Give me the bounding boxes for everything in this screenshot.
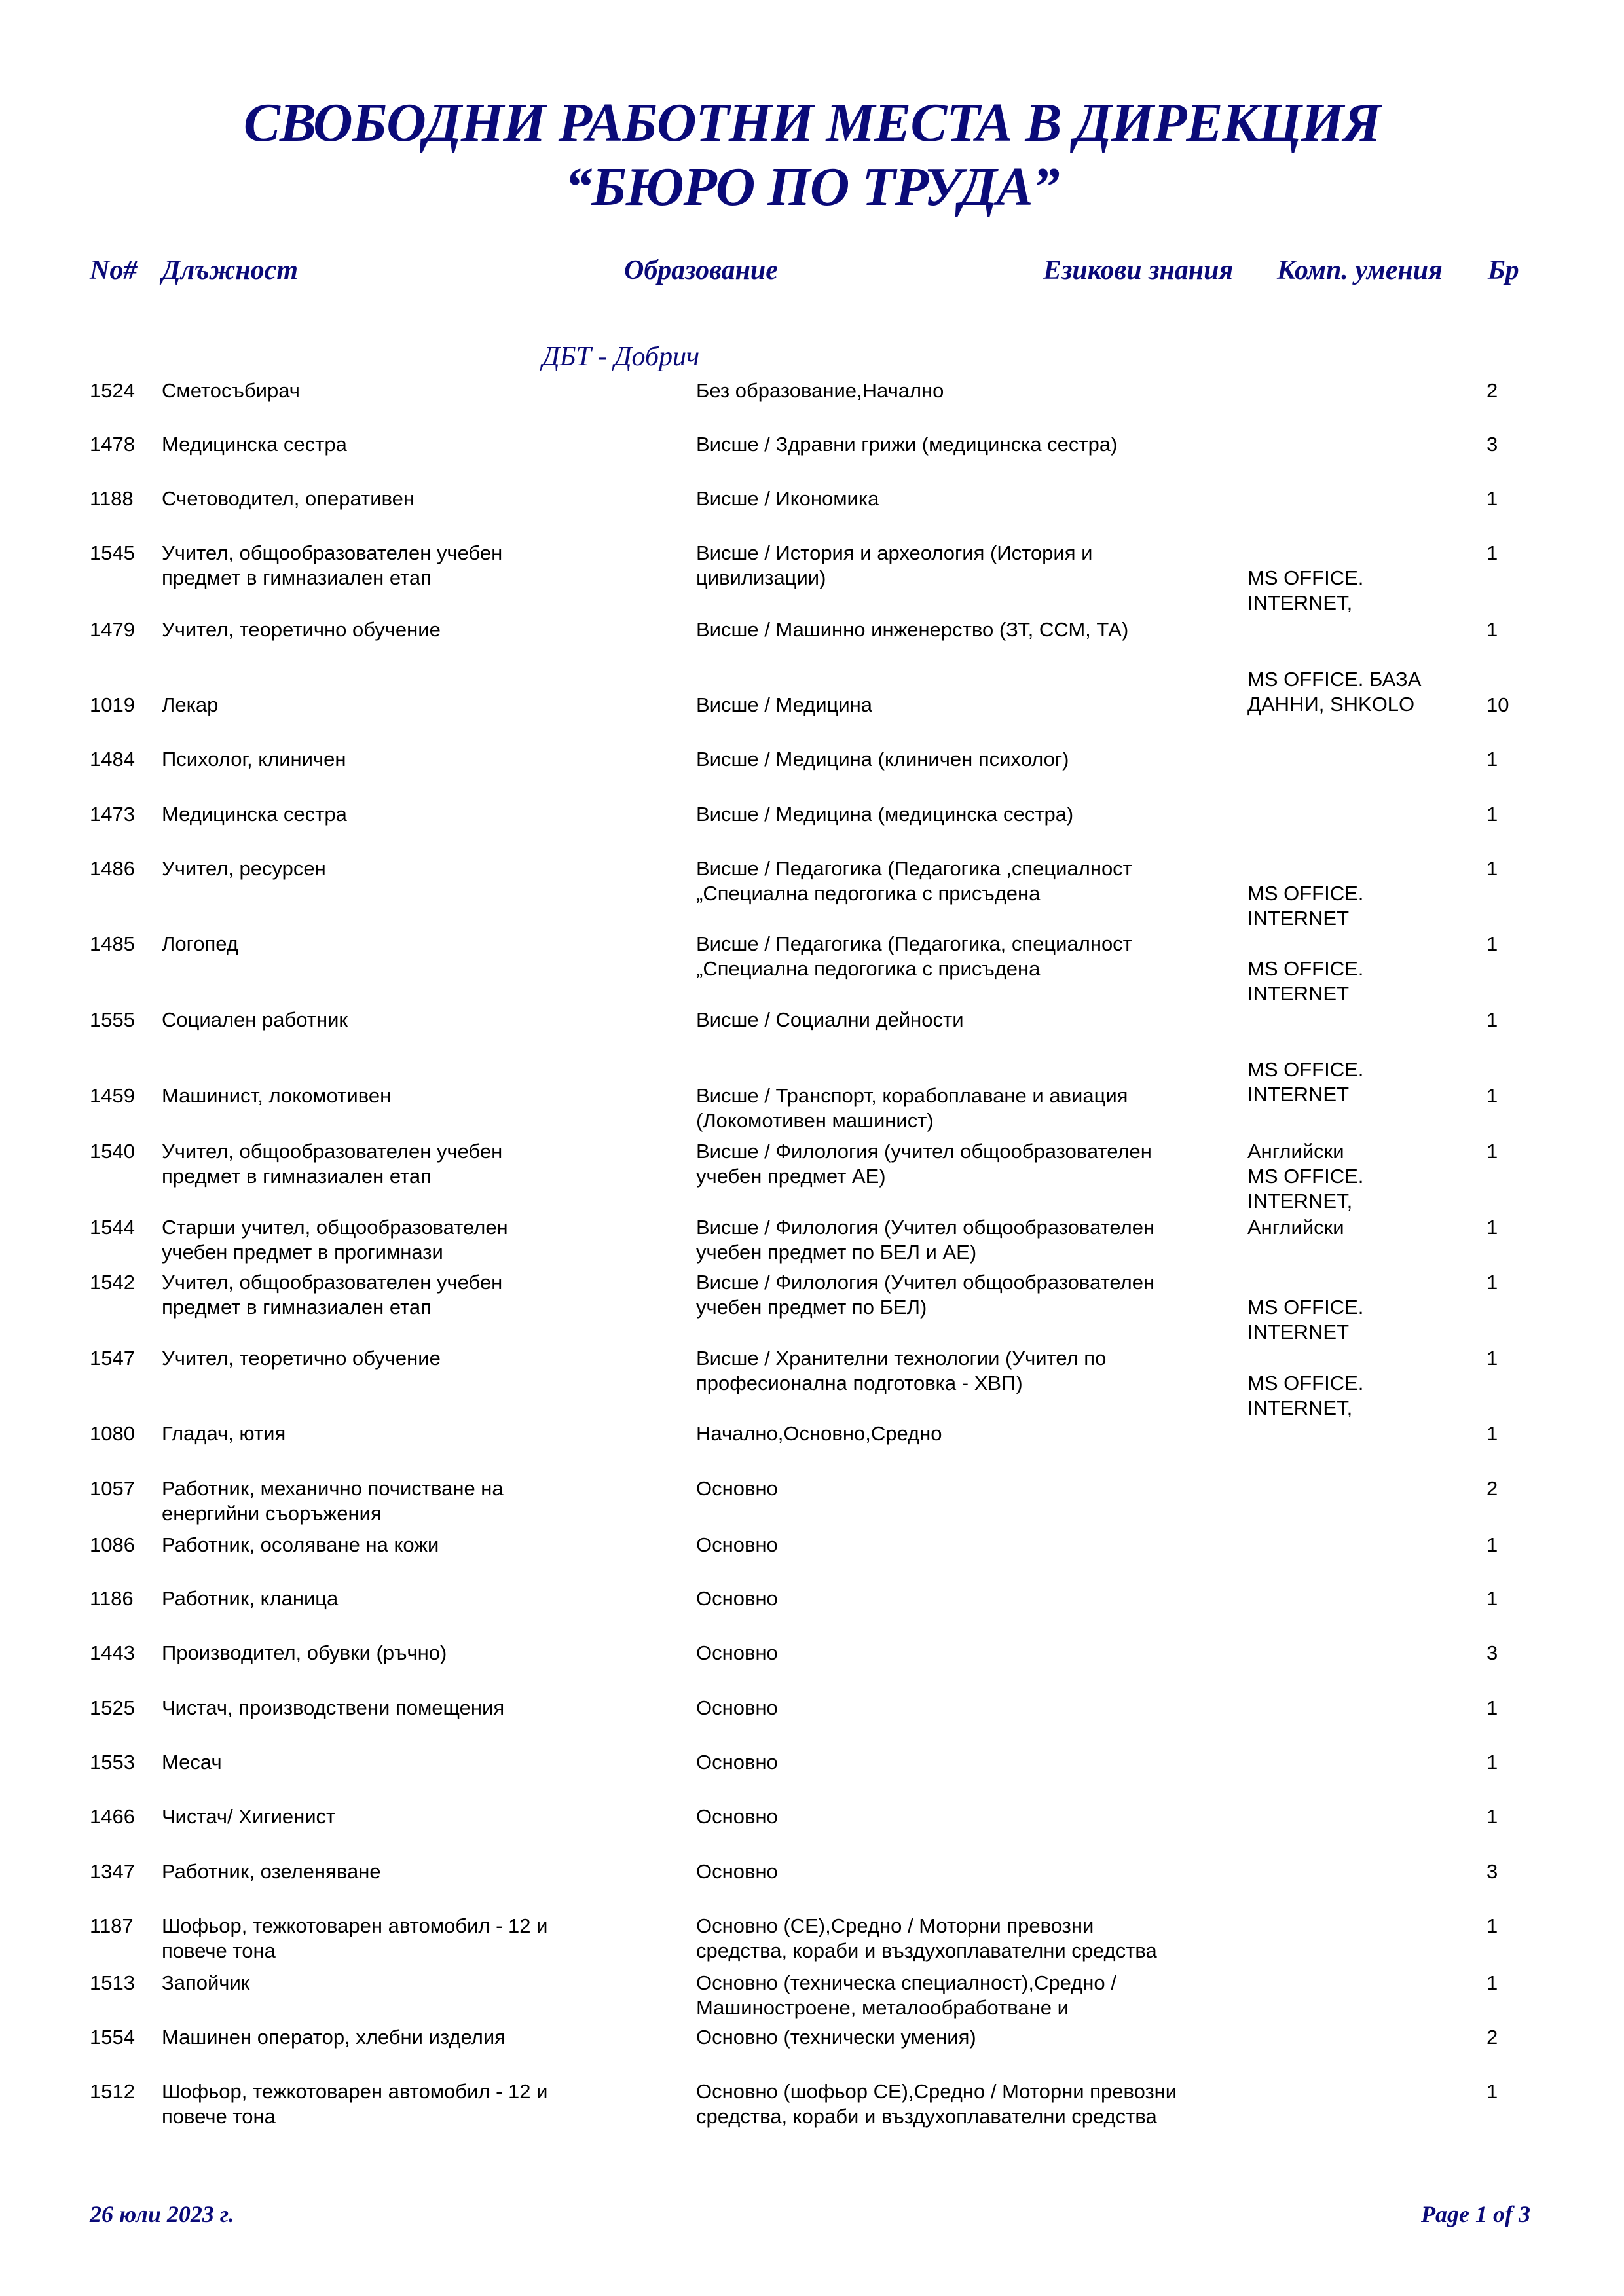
cell-education: Висше / Здравни грижи (медицинска сестра) — [696, 433, 1118, 456]
cell-count: 1 — [1486, 803, 1498, 826]
cell-no: 1086 — [90, 1533, 135, 1556]
cell-no: 1513 — [90, 1971, 135, 1994]
cell-education: Висше / Филология (Учител общообразователен учебен предмет по БЕЛ) — [696, 1271, 1155, 1319]
cell-count: 3 — [1486, 1641, 1498, 1664]
cell-count: 1 — [1486, 1696, 1498, 1719]
cell-count: 10 — [1486, 693, 1509, 716]
cell-no: 1484 — [90, 748, 135, 771]
cell-education: Основно (техническа специалност),Средно / Машиностроене, металообработване и — [696, 1971, 1116, 2019]
cell-position: Работник, механично почистване на енергийни съоръжения — [162, 1477, 504, 1525]
cell-no: 1188 — [90, 487, 134, 510]
cell-education: Висше / Педагогика (Педагогика, специалност „Специална педогогика с присъдена — [696, 932, 1132, 980]
cell-count: 1 — [1486, 1751, 1498, 1774]
cell-education: Висше / Медицина (клиничен психолог) — [696, 748, 1069, 771]
cell-position: Учител, общообразователен учебен предмет в гимназиален етап — [162, 1271, 503, 1319]
cell-position: Счетоводител, оперативен — [162, 487, 415, 510]
cell-count: 2 — [1486, 2026, 1498, 2049]
cell-position: Запойчик — [162, 1971, 250, 1994]
cell-count: 1 — [1486, 1422, 1498, 1445]
cell-position: Чистач/ Хигиенист — [162, 1805, 336, 1828]
cell-position: Учител, общообразователен учебен предмет в гимназиален етап — [162, 541, 503, 589]
cell-no: 1525 — [90, 1696, 135, 1719]
cell-computer-skills: MS OFFICE. INTERNET, — [1247, 1372, 1364, 1419]
cell-position: Медицинска сестра — [162, 433, 347, 456]
cell-count: 1 — [1486, 1805, 1498, 1828]
cell-education: Основно (технически умения) — [696, 2026, 976, 2049]
cell-education: Основно — [696, 1641, 778, 1664]
cell-position: Производител, обувки (ръчно) — [162, 1641, 447, 1664]
cell-position: Месач — [162, 1751, 222, 1774]
cell-count: 1 — [1486, 1140, 1498, 1163]
cell-position: Социален работник — [162, 1008, 348, 1031]
cell-position: Машинен оператор, хлебни изделия — [162, 2026, 506, 2049]
cell-education: Основно — [696, 1805, 778, 1828]
cell-count: 1 — [1486, 857, 1498, 880]
cell-education: Висше / Транспорт, корабоплаване и авиация (Локомотивен машинист) — [696, 1084, 1128, 1132]
cell-count: 1 — [1486, 1914, 1498, 1937]
cell-no: 1542 — [90, 1271, 135, 1294]
header-no: No# — [90, 255, 138, 285]
footer-page-number: Page 1 of 3 — [1421, 2201, 1530, 2227]
footer-date: 26 юли 2023 г. — [90, 2201, 234, 2227]
cell-position: Учител, ресурсен — [162, 857, 326, 880]
cell-education: Основно — [696, 1477, 778, 1500]
cell-education: Без образование,Начално — [696, 379, 944, 402]
cell-count: 1 — [1486, 748, 1498, 771]
cell-no: 1555 — [90, 1008, 135, 1031]
header-languages: Езикови знания — [1043, 255, 1234, 285]
cell-position: Сметосъбирач — [162, 379, 300, 402]
cell-education: Висше / Социални дейности — [696, 1008, 964, 1031]
cell-no: 1544 — [90, 1216, 135, 1239]
cell-education: Основно (шофьор СЕ),Средно / Моторни превозни средства, кораби и въздухоплавателни средства — [696, 2080, 1177, 2128]
cell-count: 1 — [1486, 1008, 1498, 1031]
cell-position: Гладач, ютия — [162, 1422, 286, 1445]
header-computer-skills: Комп. умения — [1277, 255, 1443, 285]
cell-education: Основно (СЕ),Средно / Моторни превозни средства, кораби и въздухоплавателни средства — [696, 1914, 1157, 1962]
cell-count: 1 — [1486, 1533, 1498, 1556]
document-title-line2: “БЮРО ПО ТРУДА” — [564, 156, 1060, 217]
cell-count: 1 — [1486, 541, 1498, 564]
cell-computer-skills: MS OFFICE. INTERNET, — [1247, 566, 1364, 614]
cell-languages: Английски — [1247, 1216, 1344, 1239]
cell-education: Висше / Икономика — [696, 487, 879, 510]
cell-no: 1486 — [90, 857, 135, 880]
cell-position: Чистач, производствени помещения — [162, 1696, 505, 1719]
cell-position: Работник, кланица — [162, 1587, 339, 1610]
cell-computer-skills: MS OFFICE. INTERNET — [1247, 882, 1364, 930]
cell-count: 1 — [1486, 1216, 1498, 1239]
cell-count: 1 — [1486, 2080, 1498, 2103]
cell-no: 1187 — [90, 1914, 134, 1937]
cell-count: 1 — [1486, 1587, 1498, 1610]
cell-education: Основно — [696, 1696, 778, 1719]
cell-position: Работник, осоляване на кожи — [162, 1533, 439, 1556]
cell-education: Висше / Медицина (медицинска сестра) — [696, 803, 1074, 826]
cell-education: Основно — [696, 1860, 778, 1883]
cell-computer-skills: MS OFFICE. INTERNET — [1247, 1058, 1364, 1106]
cell-education: Основно — [696, 1533, 778, 1556]
cell-no: 1466 — [90, 1805, 135, 1828]
cell-count: 1 — [1486, 1084, 1498, 1107]
cell-no: 1473 — [90, 803, 135, 826]
cell-education: Висше / Машинно инженерство (ЗТ, ССМ, ТА) — [696, 618, 1129, 641]
cell-computer-skills: MS OFFICE. INTERNET — [1247, 1296, 1364, 1343]
cell-no: 1479 — [90, 618, 135, 641]
cell-position: Шофьор, тежкотоварен автомобил - 12 и повече тона — [162, 2080, 548, 2128]
cell-no: 1540 — [90, 1140, 135, 1163]
cell-education: Висше / Хранителни технологии (Учител по професионална подготовка - ХВП) — [696, 1347, 1107, 1394]
cell-no: 1553 — [90, 1751, 135, 1774]
cell-count: 3 — [1486, 1860, 1498, 1883]
section-title: ДБТ - Добрич — [542, 342, 700, 372]
cell-no: 1554 — [90, 2026, 135, 2049]
cell-no: 1080 — [90, 1422, 135, 1445]
cell-position: Лекар — [162, 693, 219, 716]
cell-no: 1057 — [90, 1477, 135, 1500]
cell-education: Висше / История и археология (История и цивилизации) — [696, 541, 1093, 589]
cell-no: 1485 — [90, 932, 135, 955]
cell-position: Старши учител, общообразователен учебен предмет в прогимнази — [162, 1216, 508, 1264]
cell-no: 1524 — [90, 379, 135, 402]
cell-position: Медицинска сестра — [162, 803, 347, 826]
cell-count: 1 — [1486, 1971, 1498, 1994]
cell-education: Висше / Педагогика (Педагогика ,специалност „Специална педогогика с присъдена — [696, 857, 1132, 905]
cell-count: 1 — [1486, 1271, 1498, 1294]
cell-education: Основно — [696, 1587, 778, 1610]
header-position: Длъжност — [162, 255, 298, 285]
cell-count: 1 — [1486, 487, 1498, 510]
cell-position: Учител, общообразователен учебен предмет в гимназиален етап — [162, 1140, 503, 1188]
cell-count: 2 — [1486, 1477, 1498, 1500]
cell-count: 3 — [1486, 433, 1498, 456]
cell-no: 1186 — [90, 1587, 134, 1610]
cell-position: Учител, теоретично обучение — [162, 618, 441, 641]
cell-education: Висше / Медицина — [696, 693, 873, 716]
cell-no: 1459 — [90, 1084, 135, 1107]
cell-position: Машинист, локомотивен — [162, 1084, 392, 1107]
cell-education: Висше / Филология (Учител общообразователен учебен предмет по БЕЛ и АЕ) — [696, 1216, 1155, 1264]
cell-position: Работник, озеленяване — [162, 1860, 381, 1883]
cell-languages: Английски — [1247, 1140, 1344, 1163]
cell-education: Висше / Филология (учител общообразователен учебен предмет АЕ) — [696, 1140, 1152, 1188]
cell-no: 1443 — [90, 1641, 135, 1664]
cell-computer-skills: MS OFFICE. БАЗА ДАННИ, SHKOLO — [1247, 668, 1422, 716]
cell-no: 1545 — [90, 541, 135, 564]
cell-no: 1478 — [90, 433, 135, 456]
cell-no: 1347 — [90, 1860, 135, 1883]
cell-position: Шофьор, тежкотоварен автомобил - 12 и повече тона — [162, 1914, 548, 1962]
header-education: Образование — [624, 255, 778, 285]
cell-education: Основно — [696, 1751, 778, 1774]
document-title-line1: СВОБОДНИ РАБОТНИ МЕСТА В ДИРЕКЦИЯ — [243, 92, 1381, 153]
cell-no: 1512 — [90, 2080, 135, 2103]
cell-computer-skills: MS OFFICE. INTERNET, — [1247, 1165, 1364, 1212]
cell-position: Логопед — [162, 932, 238, 955]
cell-computer-skills: MS OFFICE. INTERNET — [1247, 957, 1364, 1005]
header-count: Бр — [1488, 255, 1519, 285]
cell-education: Начално,Основно,Средно — [696, 1422, 942, 1445]
cell-count: 2 — [1486, 379, 1498, 402]
cell-count: 1 — [1486, 932, 1498, 955]
cell-no: 1547 — [90, 1347, 135, 1370]
cell-position: Учител, теоретично обучение — [162, 1347, 441, 1370]
cell-count: 1 — [1486, 1347, 1498, 1370]
cell-position: Психолог, клиничен — [162, 748, 346, 771]
cell-count: 1 — [1486, 618, 1498, 641]
cell-no: 1019 — [90, 693, 135, 716]
